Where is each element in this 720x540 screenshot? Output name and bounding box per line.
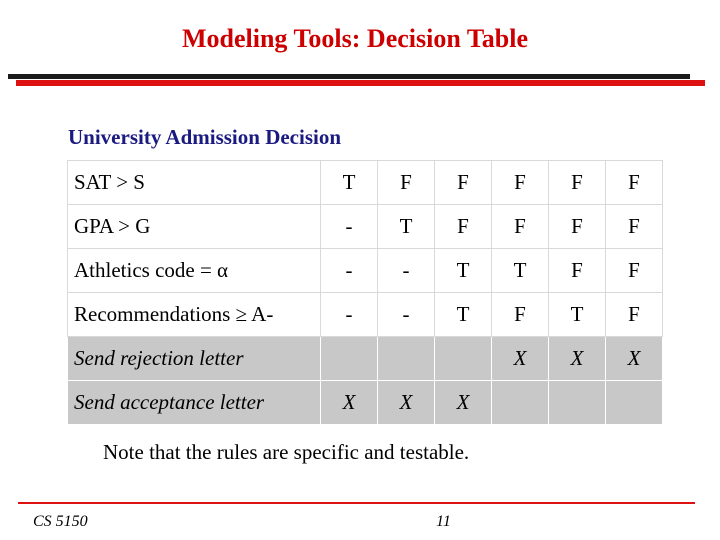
rule-cell: - bbox=[321, 249, 378, 293]
action-label: Send rejection letter bbox=[68, 337, 321, 381]
rule-cell: F bbox=[378, 161, 435, 205]
page-number: 11 bbox=[436, 513, 451, 530]
rule-cell: F bbox=[549, 249, 606, 293]
rule-cell: T bbox=[492, 249, 549, 293]
rule-cell bbox=[549, 381, 606, 425]
rule-cell bbox=[321, 337, 378, 381]
decision-table bbox=[67, 160, 663, 425]
rule-cell bbox=[492, 381, 549, 425]
rule-cell: X bbox=[492, 337, 549, 381]
course-code: CS 5150 bbox=[33, 513, 88, 530]
rule-cell: F bbox=[606, 205, 663, 249]
title-divider-dark bbox=[8, 74, 690, 79]
condition-label: SAT > S bbox=[68, 161, 321, 205]
slide-note: Note that the rules are specific and testable. bbox=[103, 440, 470, 464]
condition-label: Athletics code = α bbox=[68, 249, 321, 293]
rule-cell: - bbox=[321, 293, 378, 337]
rule-cell: T bbox=[321, 161, 378, 205]
table-caption: University Admission Decision bbox=[68, 125, 342, 149]
rule-cell bbox=[378, 337, 435, 381]
rule-cell: T bbox=[378, 205, 435, 249]
rule-cell: F bbox=[492, 205, 549, 249]
rule-cell: X bbox=[321, 381, 378, 425]
rule-cell: X bbox=[549, 337, 606, 381]
rule-cell: X bbox=[378, 381, 435, 425]
condition-row bbox=[68, 249, 663, 293]
rule-cell: F bbox=[435, 205, 492, 249]
rule-cell: F bbox=[549, 161, 606, 205]
rule-cell: - bbox=[378, 249, 435, 293]
condition-label: Recommendations ≥ A- bbox=[68, 293, 321, 337]
rule-cell bbox=[606, 381, 663, 425]
rule-cell: T bbox=[435, 249, 492, 293]
rule-cell: F bbox=[549, 205, 606, 249]
action-label: Send acceptance letter bbox=[68, 381, 321, 425]
action-row bbox=[68, 381, 663, 425]
rule-cell: T bbox=[435, 293, 492, 337]
rule-cell: - bbox=[321, 205, 378, 249]
rule-cell: F bbox=[492, 293, 549, 337]
rule-cell: F bbox=[606, 249, 663, 293]
rule-cell: T bbox=[549, 293, 606, 337]
slide-title: Modeling Tools: Decision Table bbox=[181, 24, 529, 53]
condition-row bbox=[68, 161, 663, 205]
rule-cell: - bbox=[378, 293, 435, 337]
rule-cell: F bbox=[435, 161, 492, 205]
rule-cell: X bbox=[435, 381, 492, 425]
title-divider-red bbox=[16, 80, 705, 86]
rule-cell: F bbox=[606, 161, 663, 205]
condition-row bbox=[68, 293, 663, 337]
action-row bbox=[68, 337, 663, 381]
rule-cell: F bbox=[606, 293, 663, 337]
footer-divider bbox=[18, 502, 695, 504]
rule-cell bbox=[435, 337, 492, 381]
rule-cell: F bbox=[492, 161, 549, 205]
rule-cell: X bbox=[606, 337, 663, 381]
condition-row bbox=[68, 205, 663, 249]
condition-label: GPA > G bbox=[68, 205, 321, 249]
